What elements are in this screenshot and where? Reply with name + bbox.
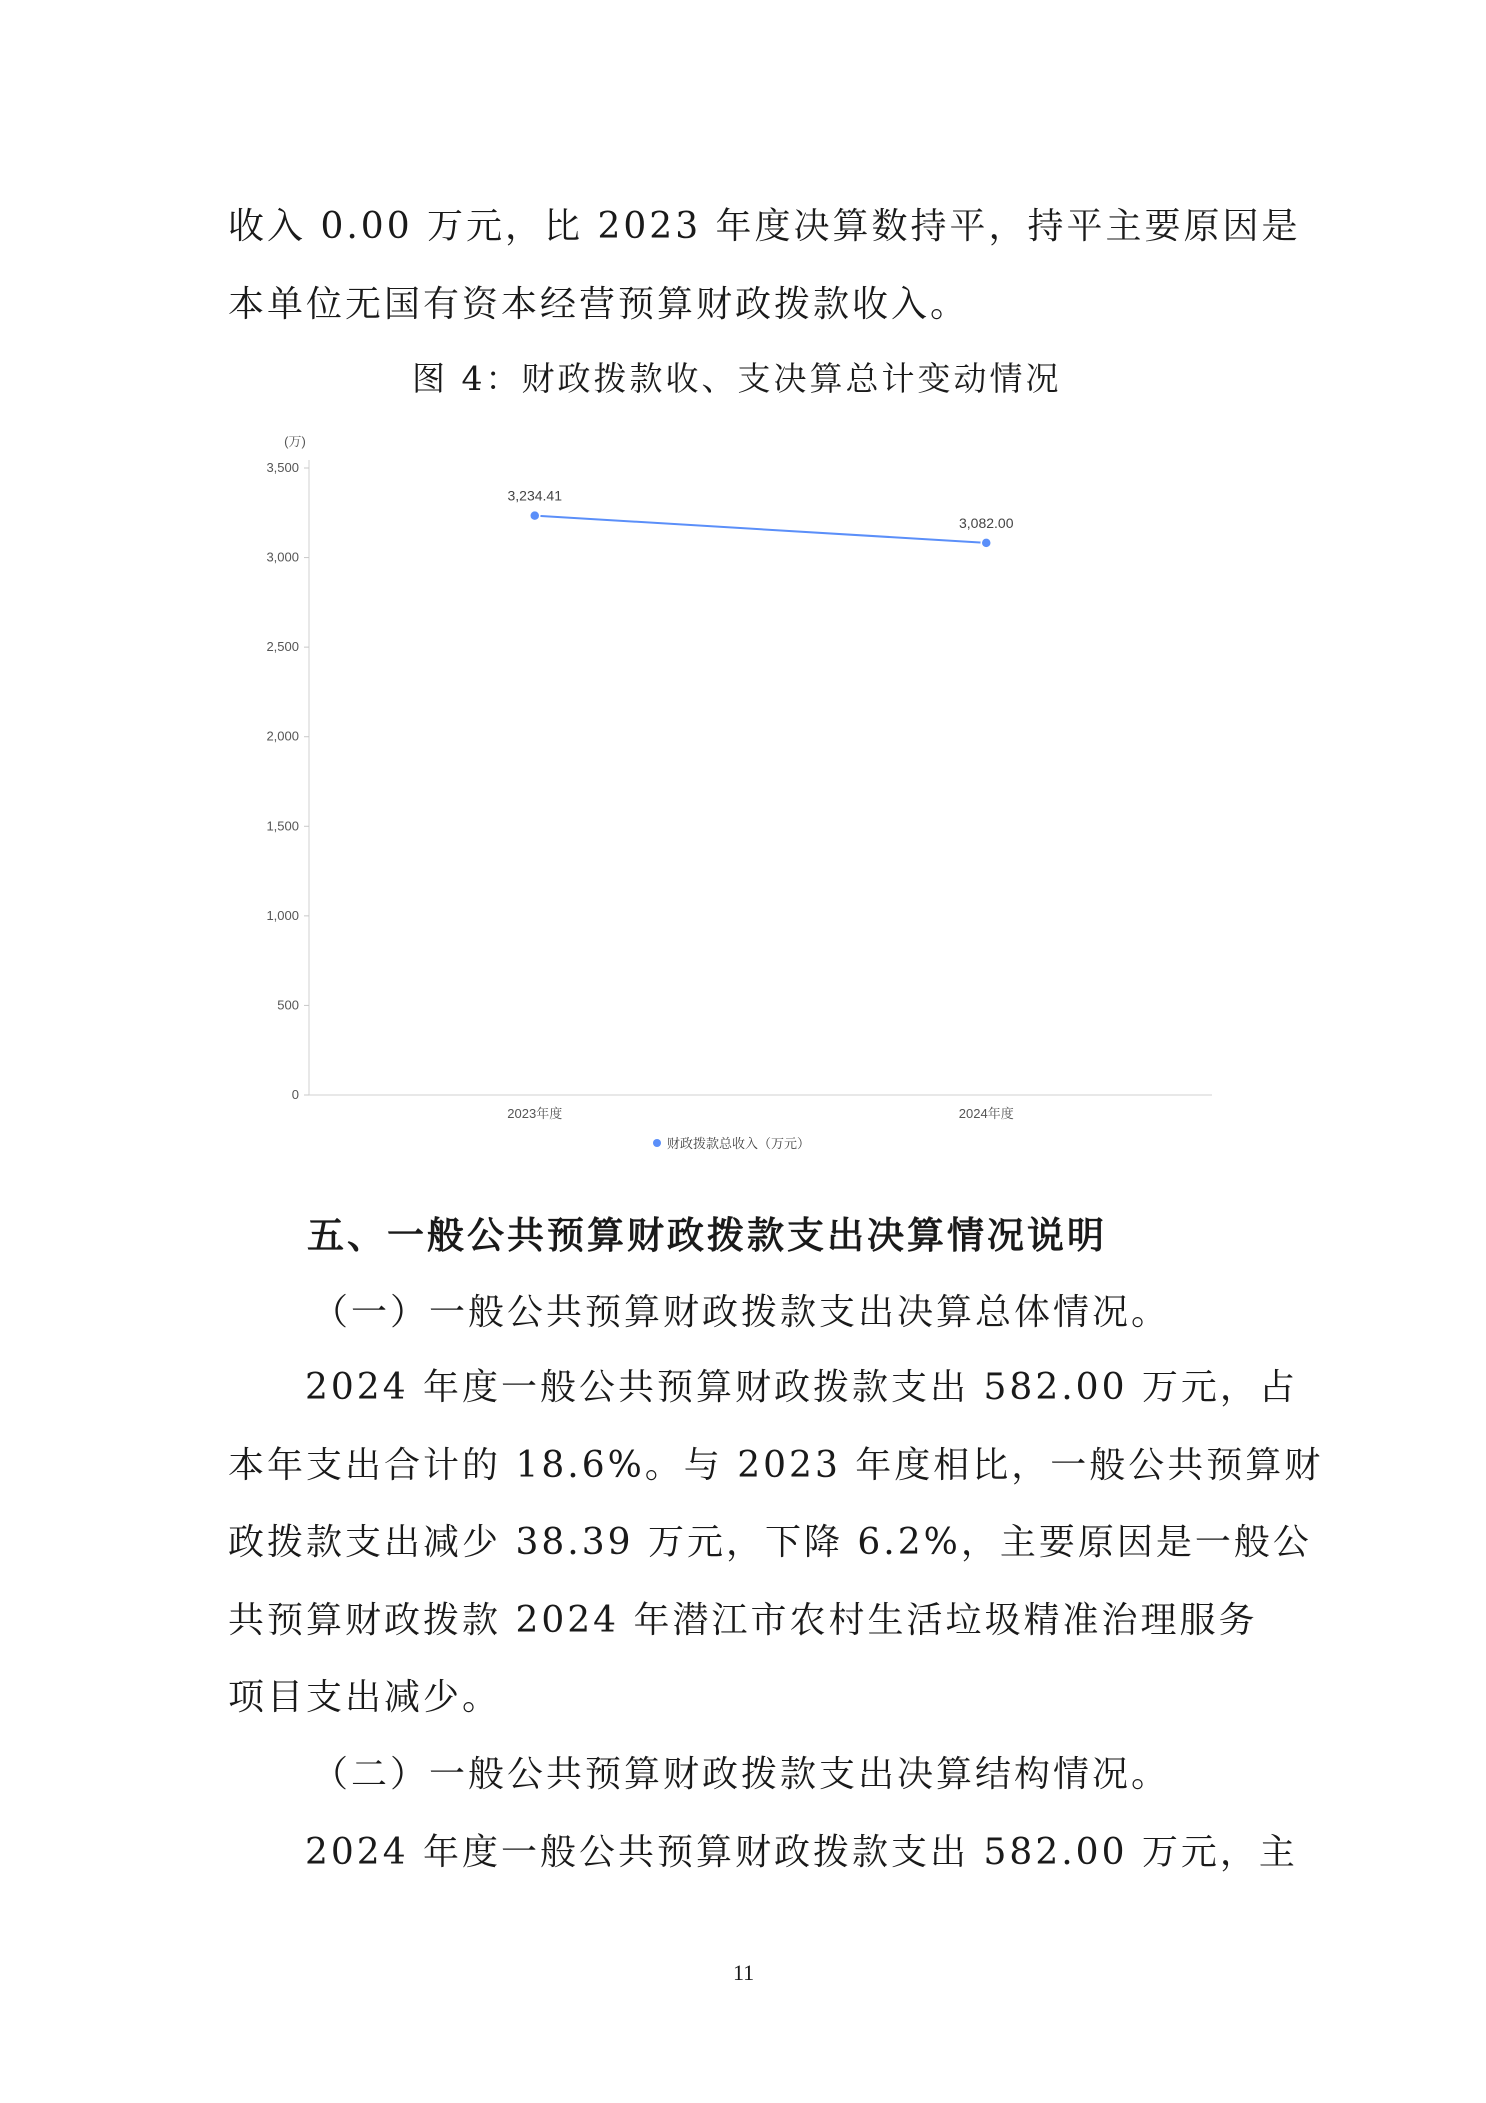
paragraph-line: 2024 年度一般公共预算财政拨款支出 582.00 万元，主 <box>305 1832 1298 1873</box>
y-tick-label: 2,000 <box>266 728 299 744</box>
y-axis-unit-label: (万) <box>284 434 306 449</box>
subsection-heading: （一）一般公共预算财政拨款支出决算总体情况。 <box>312 1292 1171 1333</box>
paragraph-line: 本年支出合计的 18.6%。与 2023 年度相比，一般公共预算财 <box>228 1445 1324 1486</box>
series-line <box>535 516 987 543</box>
y-tick-label: 1,500 <box>266 818 299 834</box>
paragraph-line: 收入 0.00 万元，比 2023 年度决算数持平，持平主要原因是 <box>228 206 1301 247</box>
x-tick-label: 2023年度 <box>507 1106 563 1121</box>
legend-label: 财政拨款总收入（万元） <box>667 1136 811 1151</box>
section-heading: 五、一般公共预算财政拨款支出决算情况说明 <box>307 1214 1107 1257</box>
paragraph-line: 共预算财政拨款 2024 年潜江市农村生活垃圾精准治理服务 <box>228 1600 1258 1641</box>
paragraph-line: 政拨款支出减少 38.39 万元，下降 6.2%，主要原因是一般公 <box>228 1522 1312 1563</box>
y-tick-label: 500 <box>277 997 299 1013</box>
y-tick-label: 2,500 <box>266 639 299 655</box>
page-number: 11 <box>733 1960 755 1985</box>
data-point <box>981 538 991 548</box>
chart-legend <box>653 1136 810 1151</box>
paragraph-line: 项目支出减少。 <box>228 1677 502 1718</box>
data-label: 3,082.00 <box>959 514 1014 531</box>
chart-series <box>508 488 1014 548</box>
y-tick-label: 0 <box>291 1087 299 1102</box>
data-point <box>530 511 540 521</box>
paragraph-line: 本单位无国有资本经营预算财政拨款收入。 <box>228 284 970 325</box>
subsection-heading: （二）一般公共预算财政拨款支出决算结构情况。 <box>312 1754 1171 1795</box>
data-label: 3,234.41 <box>507 487 562 504</box>
y-tick-label: 3,000 <box>266 549 299 565</box>
y-tick-label: 1,000 <box>266 907 299 923</box>
x-tick-label: 2024年度 <box>958 1106 1014 1121</box>
y-axis-ticks <box>266 460 309 1102</box>
paragraph-line: 2024 年度一般公共预算财政拨款支出 582.00 万元，占 <box>305 1367 1298 1408</box>
y-tick-label: 3,500 <box>266 460 299 475</box>
legend-marker <box>653 1139 661 1147</box>
chart-axes <box>309 460 1212 1095</box>
x-axis-ticks <box>507 1106 1013 1121</box>
figure-caption: 图 4：财政拨款收、支决算总计变动情况 <box>412 359 1062 398</box>
